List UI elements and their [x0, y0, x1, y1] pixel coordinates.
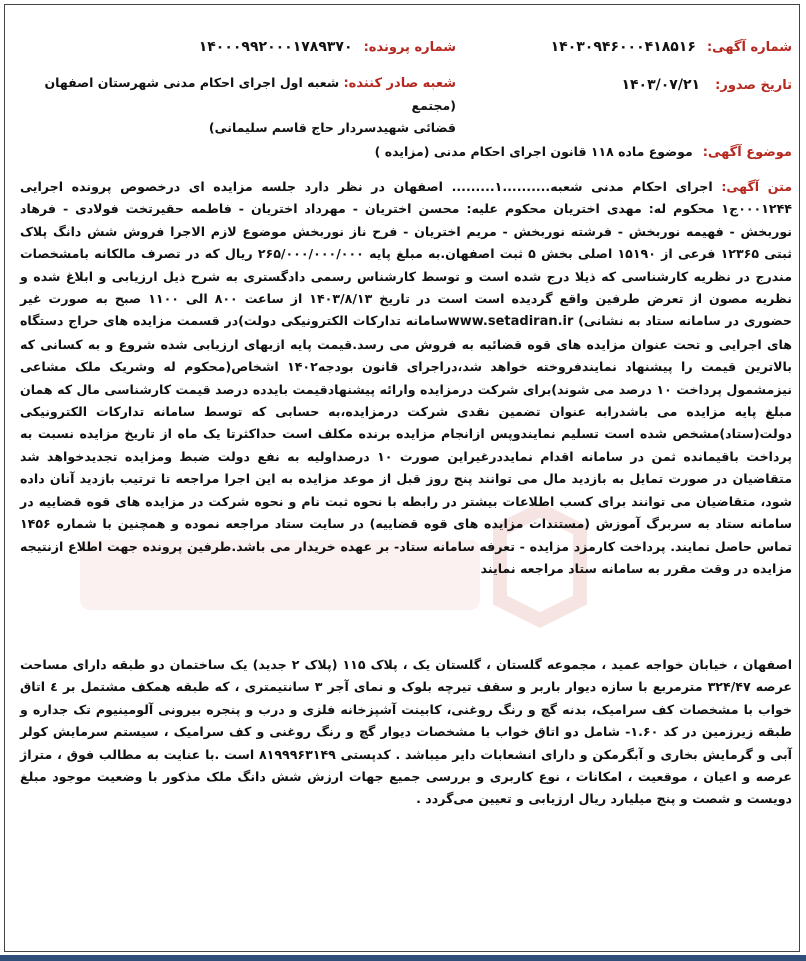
bottom-bar	[0, 955, 806, 961]
subject-value: موضوع ماده ۱۱۸ قانون اجرای احکام مدنی (مزایده )	[374, 144, 693, 159]
body-label: متن آگهی:	[721, 179, 793, 194]
subject-row	[375, 144, 792, 160]
issuer-line1: شعبه اول اجرای احکام مدنی شهرستان اصفهان (مجتمع	[44, 75, 456, 113]
notice-body	[20, 176, 792, 580]
issuer-line2: قضائی شهیدسردار حاج قاسم سلیمانی)	[208, 120, 456, 135]
notice-number-row	[551, 36, 792, 55]
property-description: اصفهان ، خیابان خواجه عمید ، مجموعه گلستان ، گلستان یک ، پلاک ۱۱۵ (پلاک ۲ جدید) یک ساختمان دو طبقه دارای مساحت عرصه ۳۲۴/۴۷ مترمربع با سازه دیوار باربر و سقف تیرچه بلوک و نمای آجر ۳ سانتیمتری ، که طبقه همکف مشتمل بر ٤ اتاق خواب با مشخصات کف سرامیک، بدنه گچ و رنگ روغنی، کابینت آشپزخانه فلزی و درب و پنجره بیرونی آلومینیوم تک جداره و طبقه زیرزمین در کد ۱.۶۰- شامل دو اتاق خواب با مشخصات دیوار گچ و رنگ روغنی و کف سرامیک ، سیستم سرمایش کولر آبی و گرمایش بخاری و آبگرمکن و دارای انشعابات دایر میباشد . کدپستی ۸۱۹۹۹۶۳۱۴۹ است .با عنایت به مطالب فوق ، متراژ عرصه و اعیان ، موقعیت ، امکانات ، نوع کاربری و بررسی جمیع جهات ارزش شش دانگ ملک مذکور با وضعیت موجود مبلغ دویست و شصت و پنج میلیارد ریال ارزیابی و تعیین می‌گردد .	[20, 657, 793, 807]
body-text-part1: اجرای احکام مدنی شعبه..........۱......... اصفهان در نظر دارد جلسه مزایده ای درخصوص پرونده اجرایی ۰۰۰۱۲۴۴ج۱ محکوم له: مهدی اختریان محکوم علیه: محسن اختریان - مهرداد اختریان - فاطمه حقیرتخت فولادی - فرهاد نوربخش - فهیمه نوربخش - فرشته نوربخش - مریم اختریان - فرح ناز نوربخش موضوع لازم الاجرا فروش شش دانگ پلاک ثبتی ۱۲۳۶۵ فرعی از ۱۵۱۹۰ اصلی بخش ۵ ثبت اصفهان.به مبلغ پایه ۲۶۵/۰۰۰/۰۰۰/۰۰۰ ریال که در تصرف مالکانه بامشخصات مندرج در نظریه کارشناسی که ذیلا درج شده است و توسط کارشناس رسمی دادگستری به شرح ذیل ارزیابی و ابلاغ شده و نظریه مصون از تعرض طرفین واقع گردیده است است در تاریخ ۱۴۰۳/۸/۱۳ از ساعت ۸۰۰ الی ۱۱۰۰ صبح به صورت غیر حضوری در سامانه ستاد به نشانی)	[20, 179, 793, 329]
notice-number: ۱۴۰۳۰۹۴۶۰۰۰۴۱۸۵۱۶	[550, 39, 696, 55]
issuer-block	[36, 72, 456, 139]
notice-number-label: شماره آگهی:	[706, 40, 792, 55]
case-number-row	[199, 36, 456, 55]
body-text-part2: سامانه تدارکات الکترونیکی دولت)در قسمت مزایده های حراج دستگاه های اجرایی و تحت عنوان مزایده های قوه قضائیه به فروش می رسد.قیمت پایه ازبهای ارزیابی شده شروع و به کسانی که بالاترین قیمت را پیشنهاد نمایندفروخته خواهد شد،دراجرای قانون بودجه۱۴۰۲ اشخاص(محکوم له وشریک ملک مشاعی نیزمشمول پرداخت ۱۰ درصد می شوند)برای شرکت درمزایده وارائه پیشنهادقیمت بایدده درصد قیمت کارشناسی مال که همان مبلغ پایه مزایده می باشدرابه عنوان تضمین نقدی شرکت درمزایده،به حسابی که توسط سامانه تدارکات الکترونیکی دولت(ستاد)مشخص شده است تسلیم نمایندوپس ازانجام مزایده برنده مکلف است حداکثرتا یک ماه از تاریخ مزایده نسبت به پرداخت باقیمانده ثمن در سامانه اقدام نمایددرغیراین صورت ۱۰ درصداولیه به نفع دولت ضبط ومزایده تجدیدخواهد شد متقاضیان در صورت تمایل به بازدید مال می توانند پنج روز قبل از موعد مزایده به این اجرا مراجعه تا ترتیب بازدید آنان داده شود، متقاضیان می توانند برای کسب اطلاعات بیشتر در رابطه با نحوه ثبت نام و نحوه شرکت در مزایده های قوه قضاییه در سامانه ستاد به سربرگ آموزش (مستندات مزایده های قوه قضاییه) در سایت ستاد مراجعه نموده و همچنین با شماره ۱۴۵۶ تماس حاصل نمایند. پرداخت کارمزد مزایده - تعرفه سامانه ستاد- بر عهده خریدار می باشد.طرفین پرونده جهت اطلاع ازنتیجه مزایده در وقت مقرر به سامانه ستاد مراجعه نمایند	[20, 313, 793, 576]
issue-date-row	[621, 74, 792, 93]
subject-label: موضوع آگهی:	[702, 145, 792, 160]
setadiran-link[interactable]: www.setadiran.ir	[447, 314, 574, 330]
issue-date-label: تاریخ صدور:	[715, 78, 792, 93]
issue-date: ۱۴۰۳/۰۷/۲۱	[621, 77, 701, 93]
case-number-label: شماره پرونده:	[363, 40, 456, 55]
issuer-label: شعبه صادر کننده:	[343, 76, 456, 91]
case-number: ۱۴۰۰۰۹۹۲۰۰۰۱۷۸۹۳۷۰	[198, 39, 353, 55]
